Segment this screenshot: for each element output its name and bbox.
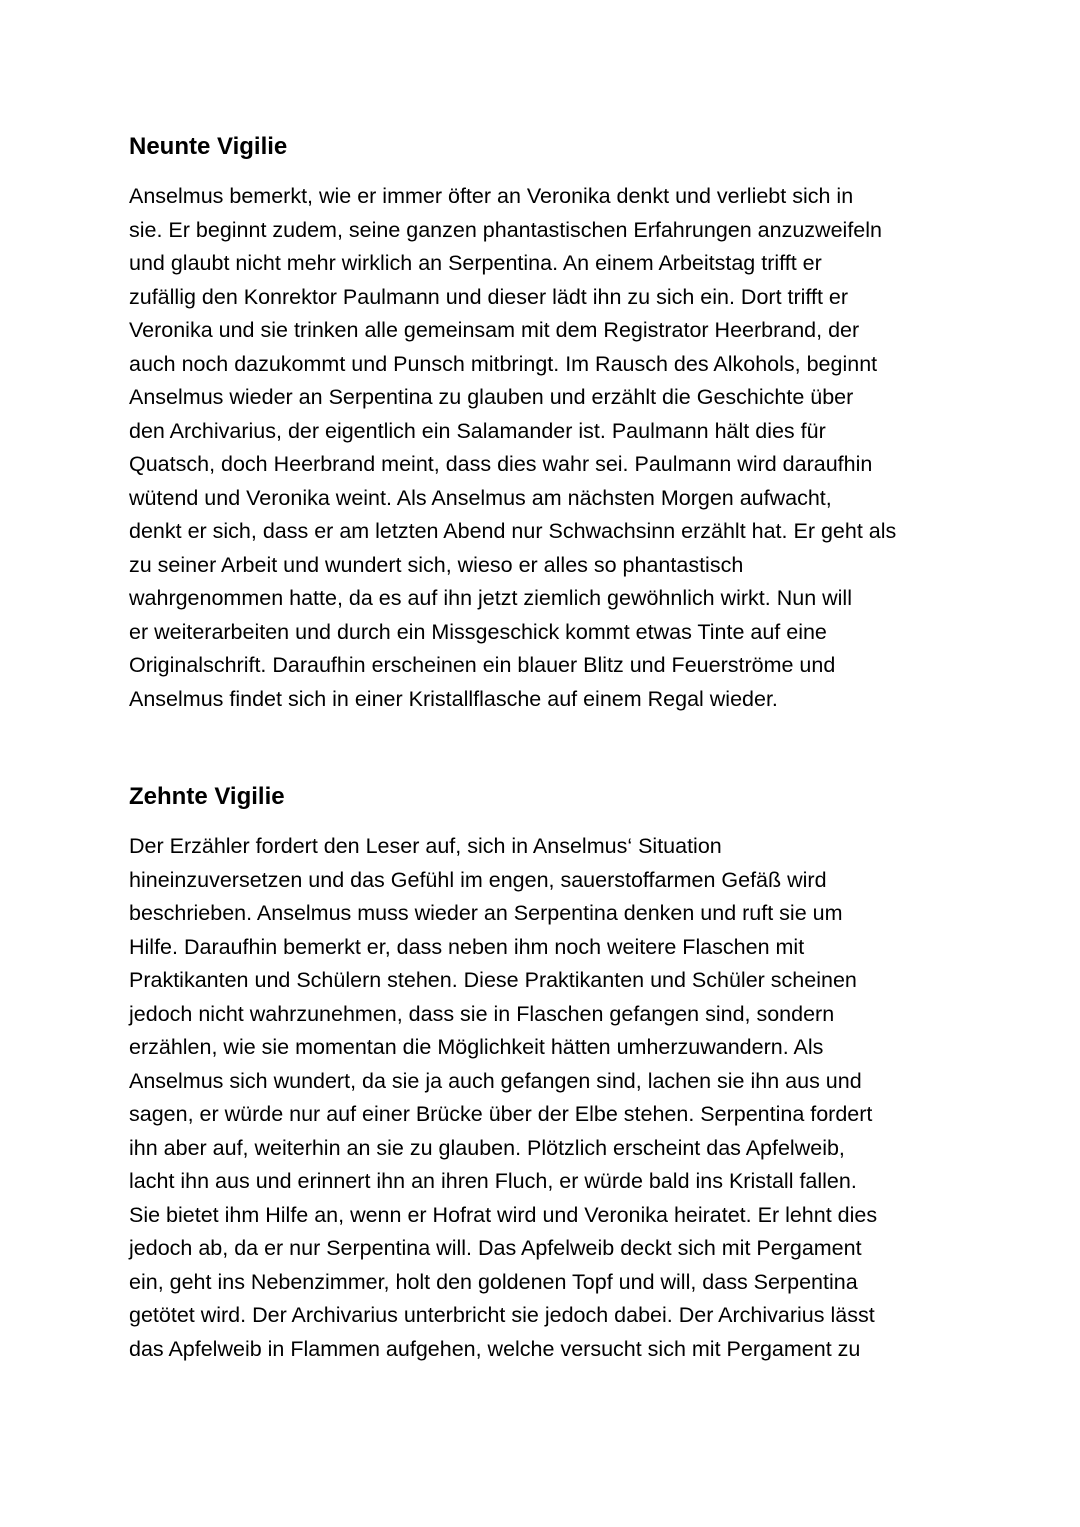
body-line: Quatsch, doch Heerbrand meint, dass dies wahr sei. Paulmann wird daraufhin — [129, 452, 873, 476]
body-line: zu seiner Arbeit und wundert sich, wieso er alles so phantastisch — [129, 552, 744, 577]
body-line: er weiterarbeiten und durch ein Missgeschick kommt etwas Tinte auf eine — [129, 619, 827, 644]
body-line: jedoch nicht wahrzunehmen, dass sie in Flaschen gefangen sind, sondern — [129, 1001, 835, 1026]
body-line: sie. Er beginnt zudem, seine ganzen phantastischen Erfahrungen anzuzweifeln — [129, 217, 882, 242]
body-line: getötet wird. Der Archivarius unterbricht sie jedoch dabei. Der Archivarius lässt — [129, 1303, 875, 1327]
section-heading: Neunte Vigilie — [129, 133, 288, 160]
body-line: Anselmus findet sich in einer Kristallflasche auf einem Regal wieder. — [129, 686, 778, 711]
body-line: ein, geht ins Nebenzimmer, holt den goldenen Topf und will, dass Serpentina — [129, 1269, 858, 1294]
body-line: Veronika und sie trinken alle gemeinsam mit dem Registrator Heerbrand, der — [129, 318, 860, 342]
body-line: sagen, er würde nur auf einer Brücke über der Elbe stehen. Serpentina fordert — [129, 1102, 873, 1126]
body-line: zufällig den Konrektor Paulmann und dieser lädt ihn zu sich ein. Dort trifft er — [129, 284, 849, 309]
body-line: hineinzuversetzen und das Gefühl im engen, sauerstoffarmen Gefäß wird — [129, 867, 827, 892]
section-heading: Zehnte Vigilie — [129, 783, 285, 810]
body-line: erzählen, wie sie momentan die Möglichkeit hätten umherzuwandern. Als — [129, 1035, 824, 1059]
body-line: Der Erzähler fordert den Leser auf, sich in Anselmus‘ Situation — [129, 834, 722, 858]
section-neunte-vigilie — [129, 128, 964, 716]
section-zehnte-vigilie — [129, 778, 964, 1366]
body-line: wahrgenommen hatte, da es auf ihn jetzt ziemlich gewöhnlich wirkt. Nun will — [129, 586, 852, 610]
body-line: lacht ihn aus und erinnert ihn an ihren Fluch, er würde bald ins Kristall fallen. — [129, 1169, 857, 1193]
section-body — [129, 180, 964, 716]
body-line: jedoch ab, da er nur Serpentina will. Das Apfelweib deckt sich mit Pergament — [129, 1236, 862, 1260]
body-line: Anselmus bemerkt, wie er immer öfter an Veronika denkt und verliebt sich in — [129, 184, 854, 208]
body-line: ihn aber auf, weiterhin an sie zu glauben. Plötzlich erscheint das Apfelweib, — [129, 1135, 845, 1160]
body-line: auch noch dazukommt und Punsch mitbringt. Im Rausch des Alkohols, beginnt — [129, 351, 878, 376]
body-line: Anselmus wieder an Serpentina zu glauben und erzählt die Geschichte über — [129, 385, 854, 409]
body-line: Originalschrift. Daraufhin erscheinen ein blauer Blitz und Feuerströme und — [129, 653, 836, 677]
body-line: Hilfe. Daraufhin bemerkt er, dass neben ihm noch weitere Flaschen mit — [129, 934, 805, 959]
body-line: den Archivarius, der eigentlich ein Salamander ist. Paulmann hält dies für — [129, 418, 826, 443]
body-line: Praktikanten und Schülern stehen. Diese Praktikanten und Schüler scheinen — [129, 968, 857, 992]
body-line: wütend und Veronika weint. Als Anselmus am nächsten Morgen aufwacht, — [129, 485, 832, 510]
body-line: denkt er sich, dass er am letzten Abend nur Schwachsinn erzählt hat. Er geht als — [129, 519, 897, 543]
body-line: beschrieben. Anselmus muss wieder an Serpentina denken und ruft sie um — [129, 901, 843, 925]
body-line: und glaubt nicht mehr wirklich an Serpentina. An einem Arbeitstag trifft er — [129, 251, 822, 275]
body-line: das Apfelweib in Flammen aufgehen, welche versucht sich mit Pergament zu — [129, 1336, 861, 1361]
section-body — [129, 830, 964, 1366]
body-line: Sie bietet ihm Hilfe an, wenn er Hofrat wird und Veronika heiratet. Er lehnt dies — [129, 1202, 878, 1227]
body-line: Anselmus sich wundert, da sie ja auch gefangen sind, lachen sie ihn aus und — [129, 1068, 862, 1093]
